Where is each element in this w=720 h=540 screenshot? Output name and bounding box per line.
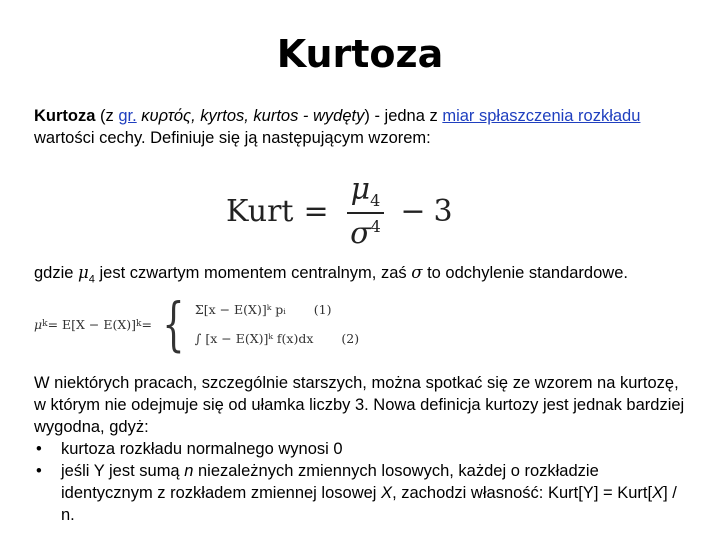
bullet-2-x: X <box>381 484 393 502</box>
page-title: Kurtoza <box>276 32 444 76</box>
formula-mu-sub: 4 <box>370 191 381 210</box>
moment-case-2-label: (2) <box>341 331 360 346</box>
moment-lhs-sup: k <box>136 319 142 329</box>
where-paragraph <box>34 262 686 290</box>
link-gr[interactable]: gr. <box>118 107 137 125</box>
bullet-2-n: n <box>184 462 194 480</box>
formula-mu: μ <box>350 172 371 207</box>
moment-case-2-expr: ∫ [x − E(X)]ᵏ f(x)dx <box>194 331 314 346</box>
where-a: gdzie <box>34 264 79 282</box>
body-section <box>34 372 686 526</box>
bullet-item-2 <box>34 460 686 526</box>
moment-case-1-expr: Σ[x − E(X)]ᵏ pᵢ <box>194 302 286 317</box>
moment-case-2 <box>195 331 359 346</box>
bullet-2-d: ] / n. <box>61 484 677 524</box>
intro-greek: κυρτός <box>136 107 192 125</box>
bullet-2-b: niezależnych zmiennych losowych, każdej o rozkładzie identycznym z rozkładem zmiennej losowej <box>61 462 599 502</box>
moment-cases <box>195 302 359 346</box>
intro-mid: ) - jedna z <box>364 107 443 125</box>
intro-translit: , kyrtos, kurtos - wydęty <box>191 107 365 125</box>
body-paragraph: W niektórych pracach, szczególnie starszych, można spotkać się ze wzorem na kurtozę, w którym nie odejmuje się od ułamka liczby 3. Nowa definicja kurtozy jest jednak bardziej wygodna, gdyż: <box>34 374 685 436</box>
moment-eq: = <box>141 316 152 332</box>
where-sigma: σ <box>411 263 423 282</box>
formula-const: 3 <box>433 194 453 229</box>
where-b: jest czwartym momentem centralnym, zaś <box>94 264 412 282</box>
formula-sigma-sup: 4 <box>370 217 381 236</box>
moment-case-1 <box>195 302 359 317</box>
moment-case-1-label: (1) <box>313 302 332 317</box>
where-mu-sub: 4 <box>88 273 95 286</box>
formula-numerator <box>347 172 385 214</box>
formula-sigma: σ <box>350 216 371 251</box>
kurtosis-formula <box>226 172 453 251</box>
moment-lhs-rest: = E[X − E(X)] <box>47 316 137 332</box>
formula-fraction <box>347 172 385 251</box>
moment-brace: { <box>162 290 185 358</box>
bullet-2-c: , zachodzi własność: Kurt[Y] = Kurt[ <box>392 484 653 502</box>
formula-minus: − <box>400 194 426 229</box>
bullet-2-x2: X <box>652 484 664 502</box>
intro-paragraph <box>34 105 686 149</box>
link-miar-splaszczenia[interactable]: miar spłaszczenia rozkładu <box>442 107 641 125</box>
moment-formula <box>34 292 359 356</box>
moment-lhs-sub: k <box>42 319 48 329</box>
formula-lhs: Kurt <box>226 194 294 229</box>
intro-open: (z <box>95 107 119 125</box>
formula-eq: = <box>303 194 329 229</box>
intro-term: Kurtoza <box>34 107 96 125</box>
intro-rest: wartości cechy. Definiuje się ją następującym wzorem: <box>34 129 431 147</box>
where-c: to odchylenie standardowe. <box>422 264 628 282</box>
formula-denominator <box>350 214 381 251</box>
where-mu: μ <box>78 263 89 282</box>
bullet-list <box>34 438 686 526</box>
moment-lhs: μ <box>34 316 43 332</box>
bullet-item-1: • kurtoza rozkładu normalnego wynosi 0 <box>34 438 686 460</box>
bullet-2-a: jeśli Y jest sumą <box>61 462 185 480</box>
